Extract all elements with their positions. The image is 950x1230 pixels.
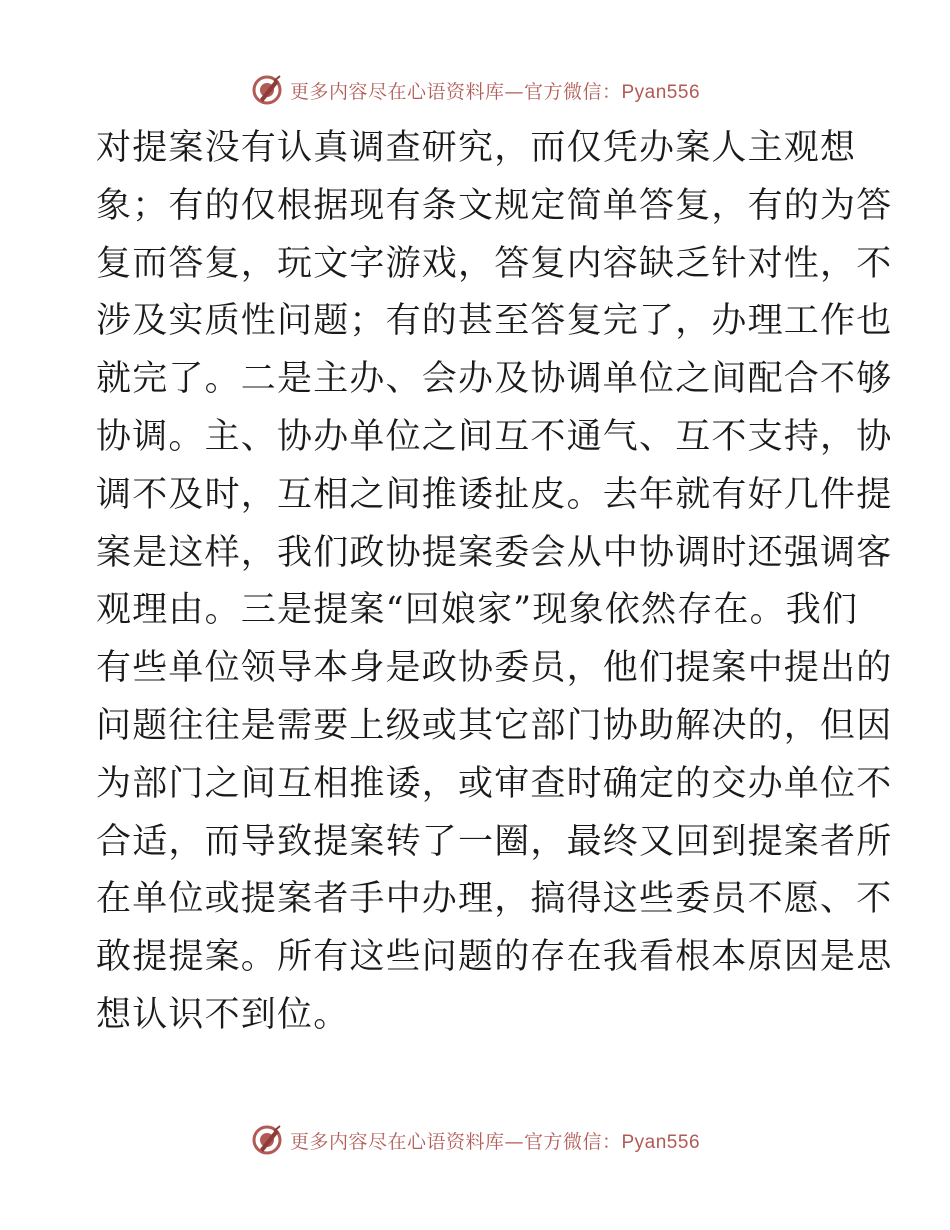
- body-text-line: 有些单位领导本身是政协委员，他们提案中提出的: [96, 648, 893, 689]
- body-text-line: 涉及实质性问题；有的甚至答复完了，办理工作也: [96, 301, 893, 342]
- body-text-line: 象；有的仅根据现有条文规定简单答复，有的为答: [96, 185, 893, 226]
- body-text-line: 敢提提案。所有这些问题的存在我看根本原因是思: [96, 937, 893, 978]
- header-banner-text-cn: 更多内容尽在心语资料库—官方微信：: [289, 80, 622, 103]
- body-text-line: 协调。主、协办单位之间互不通气、互不支持，协: [96, 416, 893, 457]
- header-watermark-banner: [0, 70, 950, 110]
- header-banner-text: [290, 77, 700, 104]
- footer-watermark-banner: [0, 1120, 950, 1160]
- body-text-line: 复而答复，玩文字游戏，答复内容缺乏针对性，不: [96, 243, 893, 284]
- footer-banner-text-cn: 更多内容尽在心语资料库—官方微信：: [289, 1130, 622, 1153]
- body-text-line: 对提案没有认真调查研究，而仅凭办案人主观想: [96, 128, 857, 168]
- header-banner-wechat-id: Pyan556: [621, 81, 701, 103]
- quill-pen-logo-icon: [250, 73, 284, 107]
- footer-banner-wechat-id: Pyan556: [621, 1131, 701, 1153]
- body-text-line: 想认识不到位。: [96, 994, 350, 1035]
- body-text-line: 为部门之间互相推诿，或审查时确定的交办单位不: [96, 763, 893, 804]
- body-text-line: 案是这样，我们政协提案委会从中协调时还强调客: [96, 532, 893, 573]
- footer-banner-text: [290, 1127, 700, 1154]
- body-text-line: 调不及时，互相之间推诿扯皮。去年就有好几件提: [96, 474, 893, 515]
- document-body: [96, 120, 893, 1045]
- body-text-line: 就完了。二是主办、会办及协调单位之间配合不够: [96, 359, 893, 400]
- body-text-line: 在单位或提案者手中办理，搞得这些委员不愿、不: [96, 879, 893, 920]
- body-text-line: 合适，而导致提案转了一圈，最终又回到提案者所: [96, 821, 893, 862]
- quill-pen-logo-icon: [250, 1123, 284, 1157]
- body-text-line: 问题往往是需要上级或其它部门协助解决的，但因: [96, 705, 893, 746]
- body-text-line: 观理由。三是提案“回娘家”现象依然存在。我们: [96, 590, 859, 631]
